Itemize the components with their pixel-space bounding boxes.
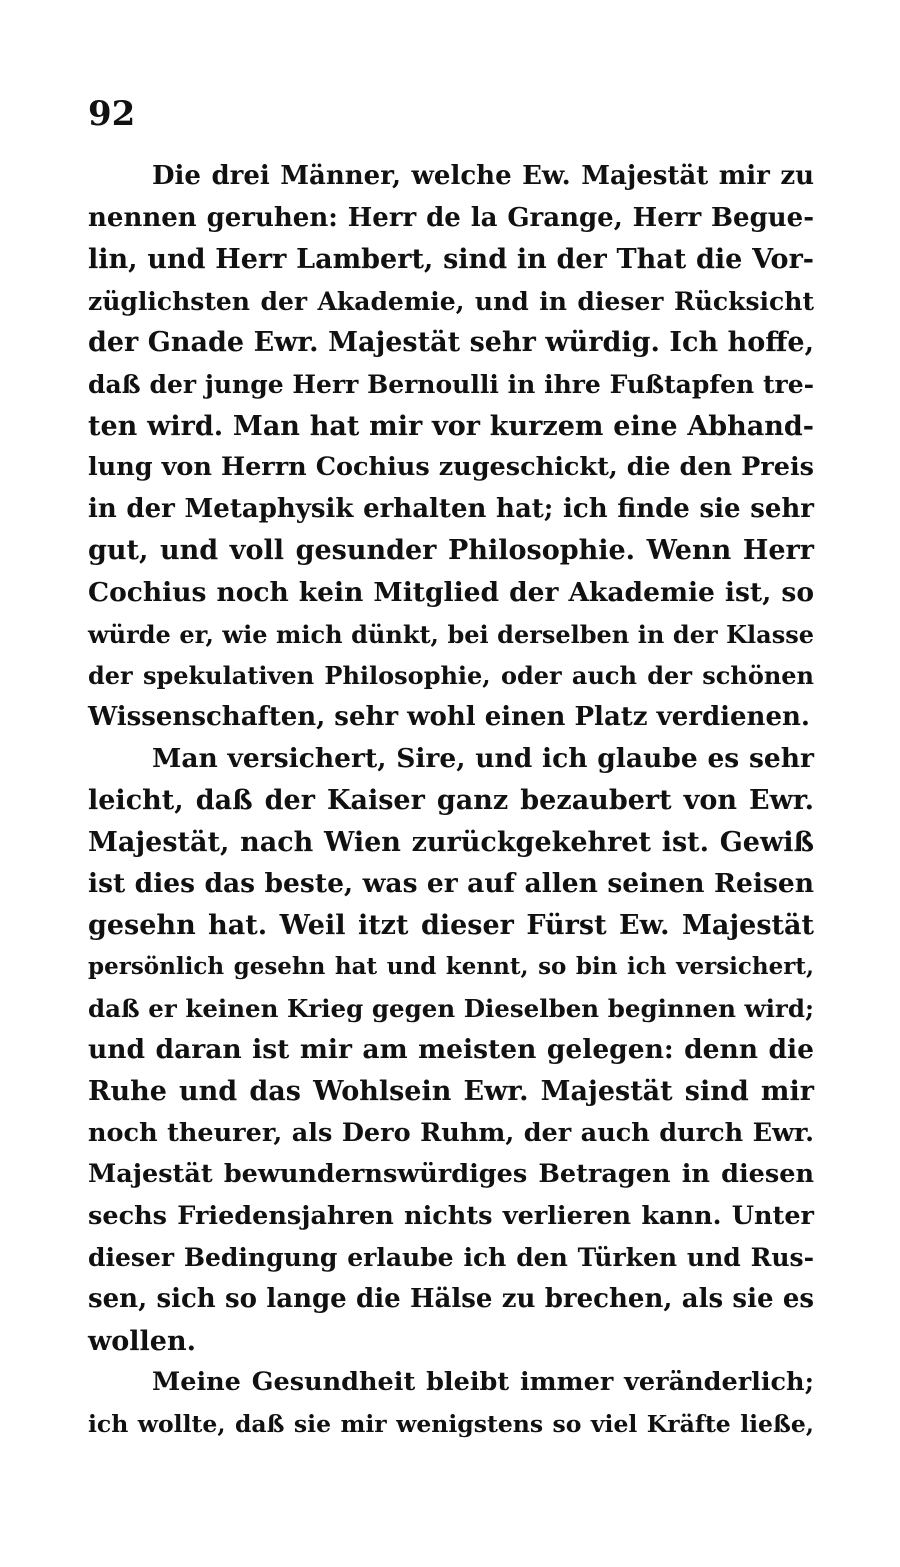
text-line: der spekulativen Philosophie, oder auch der schönen [88, 661, 814, 691]
text-line: Die drei Männer, welche Ew. Majestät mir zu [152, 161, 814, 191]
text-line: lung von Herrn Cochius zugeschickt, die den Preis [88, 452, 814, 483]
text-line: nennen geruhen: Herr de la Grange, Herr Begue- [88, 202, 814, 233]
text-line: ten wird. Man hat mir vor kurzem eine Abhand- [88, 410, 814, 442]
text-line: Meine Gesundheit bleibt immer veränderlich; [152, 1367, 814, 1398]
text-line: daß der junge Herr Bernoulli in ihre Fußtapfen tre- [88, 369, 814, 399]
text-line: und daran ist mir am meisten gelegen: denn die [88, 1034, 814, 1066]
text-line: wollen. [88, 1325, 196, 1357]
text-line: Majestät bewundernswürdiges Betragen in diesen [88, 1159, 814, 1190]
text-line: dieser Bedingung erlaube ich den Türken und Rus- [88, 1243, 814, 1273]
text-line: noch theurer, als Dero Ruhm, der auch durch Ewr. [88, 1117, 814, 1148]
text-line: Majestät, nach Wien zurückgekehret ist. Gewiß [88, 826, 814, 858]
text-line: sechs Friedensjahren nichts verlieren kann. Unter [88, 1200, 814, 1231]
text-line: Ruhe und das Wohlsein Ewr. Majestät sind mir [88, 1076, 814, 1108]
text-line: sen, sich so lange die Hälse zu brechen, als sie es [88, 1284, 814, 1315]
text-line: leicht, daß der Kaiser ganz bezaubert von Ewr. [88, 784, 814, 816]
text-line: gut, und voll gesunder Philosophie. Wenn Herr [88, 535, 814, 567]
text-line: ich wollte, daß sie mir wenigstens so viel Kräfte ließe, [88, 1409, 814, 1438]
text-line: würde er, wie mich dünkt, bei derselben in der Klasse [88, 619, 814, 649]
text-line: Wissenschaften, sehr wohl einen Platz verdienen. [88, 701, 810, 732]
text-line: Man versichert, Sire, und ich glaube es sehr [152, 743, 814, 775]
text-line: daß er keinen Krieg gegen Dieselben beginnen wird; [88, 993, 814, 1023]
text-line: ist dies das beste, was er auf allen seinen Reisen [88, 868, 814, 900]
text-line: Cochius noch kein Mitglied der Akademie ist, so [88, 576, 814, 608]
text-line: der Gnade Ewr. Majestät sehr würdig. Ich hoffe, [88, 327, 814, 359]
text-line: gesehn hat. Weil itzt dieser Fürst Ew. Majestät [88, 909, 814, 941]
text-line: in der Metaphysik erhalten hat; ich finde sie sehr [88, 493, 814, 524]
text-line: persönlich gesehn hat und kennt, so bin ich versichert, [88, 953, 814, 981]
page-number: 92 [88, 94, 136, 134]
body-text [88, 156, 814, 1445]
text-line: lin, und Herr Lambert, sind in der That die Vor- [88, 244, 814, 276]
text-line: züglichsten der Akademie, und in dieser Rücksicht [88, 286, 814, 316]
